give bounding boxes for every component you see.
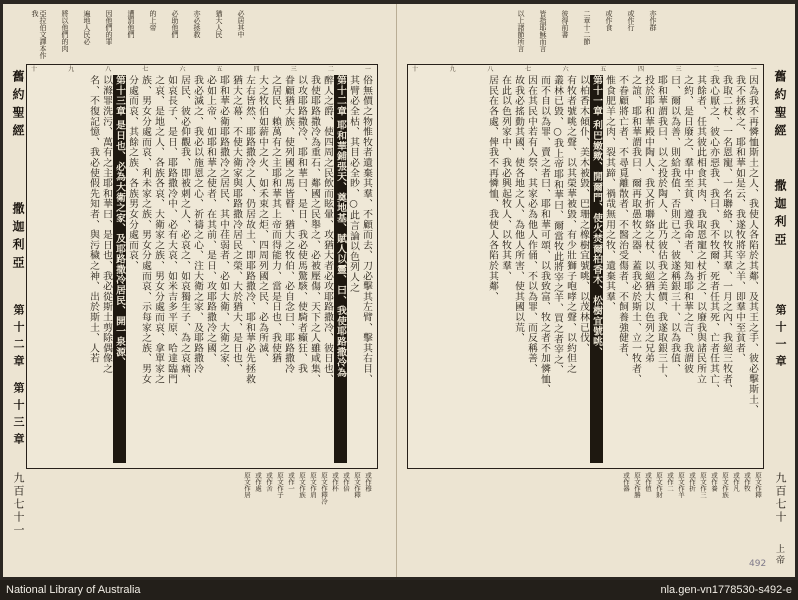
left-page — [3, 4, 397, 577]
right-text-column: 而不自以為罪、賣之者曰、耶和華可頌、以我致富、牧之者不加憐恤、 — [539, 75, 550, 395]
left-text-column: 醉人之爵、使四周之民飲而眩暈、攻猶大者必攻耶路撒冷、彼日也、 — [322, 75, 333, 384]
ruler-mark: 二 — [327, 66, 334, 73]
left-foot-note: 或作穆 — [364, 472, 372, 492]
right-foot-note: 或作器 — [622, 472, 630, 492]
left-foot-note: 或作處 — [254, 472, 262, 492]
left-top-note: 必居其中 — [237, 10, 245, 38]
ruler-mark: 七 — [142, 66, 149, 73]
left-top-note: 必助他們 — [171, 10, 179, 38]
right-text-column: 故我必搖動其國、使各地之人、為他人所害、使其國以荒、 — [513, 75, 524, 343]
left-text-column: 大之牧伯如薪中之火、如禾束之炬、四周列國之民、必為所滅、 — [257, 75, 268, 364]
right-text-frame — [407, 64, 764, 469]
left-text-column: 名、不復記憶、我必使假先知者、與污穢之神、出於斯土、人若 — [88, 75, 99, 364]
left-top-note: 遭罰他們 — [127, 10, 135, 38]
left-foot-note: 原文作族 — [298, 472, 306, 498]
right-foot-note: 或作值 — [644, 472, 652, 492]
left-running-title: 舊約聖經 — [11, 70, 25, 142]
left-foot-note: 或作杯 — [331, 472, 339, 492]
left-ruler — [31, 64, 371, 72]
volume-mark: 上帝 — [774, 544, 784, 566]
left-foot-note: 原文作釋 — [353, 472, 361, 498]
right-text-column: 第十一章 利巴嫩歟、開爾門、使火焚爾柏香木、松樹宜號咷、 — [590, 75, 603, 463]
ruler-mark: 一 — [750, 66, 757, 73]
right-foot-note: 或作牧 — [743, 472, 751, 492]
left-text-frame — [26, 64, 378, 469]
right-foot-note: 原文作羊 — [677, 472, 685, 498]
right-foot-note: 原文作族 — [721, 472, 729, 498]
left-chapter-label: 第十二章 第十三章 — [12, 304, 25, 450]
ruler-mark: 十 — [31, 66, 38, 73]
left-top-note: 因他們的罪 — [105, 10, 113, 45]
right-text-column: 因為我不再憐恤斯土之人、我使人各陷於其鄰、及其王之手、彼必擊斯土、 — [747, 75, 758, 415]
right-text-column: 居民在各處、俾我不再憐恤、我使人各陷於其鄰、 — [487, 75, 498, 302]
ruler-mark: 四 — [253, 66, 260, 73]
ruler-mark: 四 — [637, 66, 644, 73]
left-text-column: 之哀、是地之人、各族各哀、大衛家之族、男女分處而哀、拿單家之 — [153, 75, 164, 384]
right-top-note: 以上諸節所言 — [517, 10, 525, 52]
left-foot-note: 原文作居 — [243, 472, 251, 498]
left-top-note: 亞拉伯文譯本作我 — [31, 10, 47, 59]
left-text-column: 第十二章 耶和華鋪張天、奠地基、賦人以靈、曰、我使耶路撒冷為 — [334, 75, 347, 463]
left-foot-note: 或作倍 — [342, 472, 350, 492]
left-text-column: 之居民、賴萬有之主耶和華其上帝而得能力、當是日也、我使猶 — [270, 75, 281, 364]
left-text-column: 必如上帝、如耶和華之使者、在其前、是日、攻耶路撒冷之國、 — [205, 75, 216, 364]
ruler-mark: 八 — [105, 66, 112, 73]
right-foot-note: 原文作三 — [699, 472, 707, 498]
right-top-notes — [517, 10, 787, 62]
left-text-column: 分處而哀、其餘之族、各族男女分處而哀、 — [127, 75, 138, 271]
left-text-column: 猶大之幕、不使大衛家與耶路撒冷居民之榮、大於猶大、是日也、 — [231, 75, 242, 374]
left-text-column: 我必滅之、我必以施恩之心、祈禱之心、注大衛之家、及耶路撒冷 — [192, 75, 203, 374]
left-foot-note: 或作一 — [287, 472, 295, 492]
right-top-note: 二章十二節 — [583, 10, 591, 45]
left-text-column: 左右皆然、耶路撒冷之人、仍居故土、即耶路撒冷、耶和華必先拯救 — [244, 75, 255, 384]
left-text-columns — [31, 75, 373, 463]
ruler-mark: 七 — [524, 66, 531, 73]
right-page-number: 九百七十 — [774, 472, 787, 524]
left-top-notes — [31, 10, 271, 62]
ruler-mark: 三 — [675, 66, 682, 73]
left-top-note: 猶大人民 — [215, 10, 223, 38]
right-foot-note: 或作二 — [666, 472, 674, 492]
ruler-mark: 十 — [412, 66, 419, 73]
ruler-mark: 九 — [449, 66, 456, 73]
right-foot-notes — [411, 472, 761, 544]
ruler-mark: 八 — [487, 66, 494, 73]
right-text-column: 投於耶和華殿中陶人、我又折聯絡之杖、以絕猶大以色列之兄弟 — [643, 75, 654, 364]
right-text-column: 其餘者、任其彼此相食其肉、我取恩寵之杖折之、以廢我與諸民所立 — [695, 75, 706, 384]
right-foot-note: 原文作勝 — [633, 472, 641, 498]
right-top-note: 或作行 — [627, 10, 635, 31]
right-text-column: 不眷顧將亡者、不尋覓離散者、不醫治受傷者、不飼養強健者、 — [617, 75, 628, 364]
left-foot-note: 或作舍 — [265, 472, 273, 492]
left-page-number: 九百七十一 — [12, 472, 25, 537]
library-credit: National Library of Australia — [6, 584, 141, 596]
left-text-column: 族、男女分處而哀、利未家之族、男女分處而哀、示每家之族、男女 — [140, 75, 151, 384]
right-text-column: 惟食肥羊之肉、裂其蹄、禍哉無用之牧、遺棄其羣、 — [604, 75, 615, 312]
left-top-note: 的上帝 — [149, 10, 157, 31]
ruler-mark: 五 — [216, 66, 223, 73]
left-foot-note: 原文作釋冷 — [320, 472, 328, 505]
right-top-note: 皆指耶穌而言 — [539, 10, 547, 52]
left-top-note: 亦必拯救 — [193, 10, 201, 38]
right-book-name: 撒迦利亞 — [773, 179, 787, 251]
left-text-column: 我使耶路撒冷為重石、鄰國之民舉之、必被壓傷、天下之人雖咸集、 — [309, 75, 320, 384]
right-ruler — [412, 64, 757, 72]
ruler-mark: 三 — [290, 66, 297, 73]
ruler-mark: 一 — [364, 66, 371, 73]
ruler-mark: 六 — [562, 66, 569, 73]
right-top-note: 或作食 — [605, 10, 613, 31]
left-text-column: 如哀長子、是日、耶路撒冷中、必有大哀、如米吉多平原、哈達臨門 — [166, 75, 177, 384]
ruler-mark: 六 — [179, 66, 186, 73]
right-text-column: 因在其民中若有人祭、其家必為他人作俑、不以為罪、而反稱善、 — [526, 75, 537, 374]
right-text-column: 之誼、耶和華謂我曰、爾再取愚牧之器、蓋我必於斯土、立一牧者、 — [630, 75, 641, 384]
left-foot-notes — [31, 472, 371, 544]
right-text-column: 我不拯救之、耶和華如是云、我遂牧將宰之羊、即羣中至貧者、 — [734, 75, 745, 364]
left-text-column: 第十三章 是日也、必為大衛之家、及耶路撒冷居民、開一泉源、 — [113, 75, 126, 463]
ruler-mark: 九 — [68, 66, 75, 73]
right-text-column: 之約、是日廢之、羣中至貧、遵我命者、知為耶和華之言、我謂彼 — [682, 75, 693, 374]
item-identifier: nla.gen-vn1778530-s492-e — [660, 584, 792, 596]
right-top-note: 亦作群 — [649, 10, 657, 31]
right-text-column: 我取二杖、一名恩寵、一名聯絡、以牧其羣、一月之內、我絕三牧者、 — [721, 75, 732, 395]
right-foot-note: 或作凡 — [732, 472, 740, 492]
right-foot-note: 原文作釋 — [754, 472, 762, 498]
left-text-column: 居民、彼必仰觀我、即被刺之人、必哀之、如哀獨生子、為之哀痛、 — [179, 75, 190, 384]
left-text-column: 以滌罪洗污、萬有之主耶和華曰、是日也、我必從斯土剪除偶像之 — [101, 75, 112, 374]
library-footer — [0, 580, 798, 600]
left-text-column: 俗無價之物惟牧者遺棄其羣、不顧而去、刀必擊其左臂、擊其右目、 — [361, 75, 372, 384]
left-text-column: 耶和華必衛耶路撒冷之居民、其中荏弱者、必如大衛、大衛之家、 — [218, 75, 229, 374]
right-text-column: 我心厭之、彼心亦惡我、我曰、我不牧爾、死者任其死、亡者任其亡、 — [708, 75, 719, 395]
left-text-column: 眷顧猶大族、使列國之馬皆瞽、猶大之牧伯、必自念曰、耶路撒冷 — [283, 75, 294, 374]
left-top-note: 遍地人民必 — [83, 10, 91, 45]
right-text-column: 叢林已毀、○我上帝耶和華曰、爾當牧此將宰之羊、買之者宰之、 — [552, 75, 563, 375]
right-text-column: 以柏香木傾仆、美木被毀、巴珊之橡樹宜號咷、以茂林已伐、 — [578, 75, 589, 354]
right-foot-note: 原文作財 — [655, 472, 663, 498]
right-text-column: 有牧者號咷之聲、以其榮華被毀、有少壯獅子咆哮之聲、以約但之 — [565, 75, 576, 374]
left-foot-note: 原文作肩 — [309, 472, 317, 498]
right-text-column: 在此以色列家中、我必興起牧人、以牧其羣、 — [500, 75, 511, 281]
right-top-note: 彼得前書 — [561, 10, 569, 38]
right-foot-note: 或作折 — [688, 472, 696, 492]
right-text-column: 曰、爾以為善、則給我值、否則已之、彼遂稱銀三十、以為我值、 — [669, 75, 680, 374]
left-top-note: 將以他們的肉 — [61, 10, 69, 52]
left-text-column: 其臂必全枯、其目必全眇、○此言論以色列人之 — [348, 75, 359, 293]
right-text-column: 耶和華謂我曰、以之投於陶人、此乃彼估我之美價、我遂取銀三十、 — [656, 75, 667, 384]
left-foot-note: 原文作子 — [276, 472, 284, 498]
right-chapter-label: 第十一章 — [774, 304, 787, 372]
left-book-name: 撒迦利亞 — [11, 202, 25, 274]
ruler-mark: 五 — [600, 66, 607, 73]
pencil-page-mark: 492 — [749, 559, 767, 569]
right-foot-note: 或作養 — [710, 472, 718, 492]
left-text-column: 以攻耶路撒冷、耶和華曰、是日、我必使馬驚駭、使騎者癲狂、我 — [296, 75, 307, 374]
right-running-title: 舊約聖經 — [773, 70, 787, 142]
ruler-mark: 二 — [713, 66, 720, 73]
right-text-columns — [412, 75, 759, 463]
right-page — [397, 4, 795, 577]
